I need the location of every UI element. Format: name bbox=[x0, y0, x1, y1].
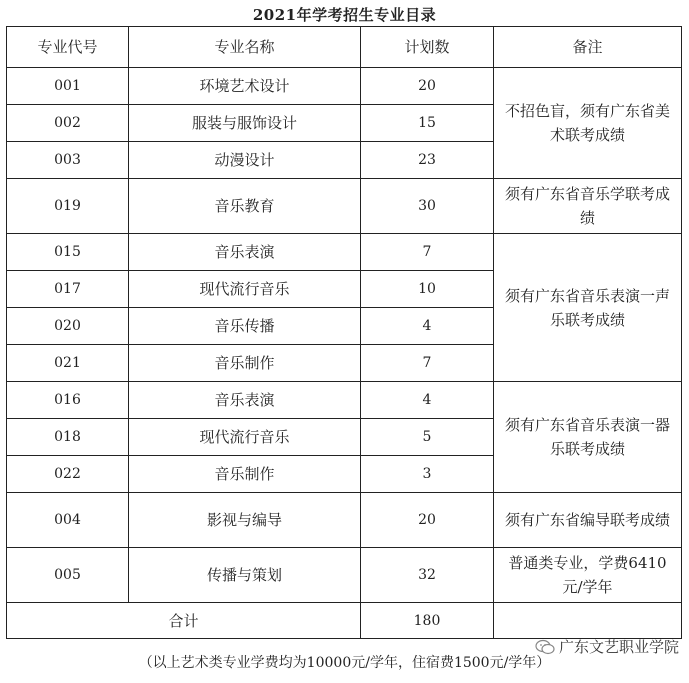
header-plan: 计划数 bbox=[361, 27, 494, 68]
cell-plan: 23 bbox=[361, 142, 494, 179]
cell-code: 019 bbox=[7, 179, 129, 234]
cell-code: 002 bbox=[7, 105, 129, 142]
cell-plan: 30 bbox=[361, 179, 494, 234]
cell-code: 017 bbox=[7, 271, 129, 308]
cell-note-vocal: 须有广东省音乐表演一声乐联考成绩 bbox=[494, 234, 682, 382]
cell-code: 005 bbox=[7, 548, 129, 603]
header-name: 专业名称 bbox=[129, 27, 361, 68]
cell-code: 022 bbox=[7, 456, 129, 493]
cell-note-directing: 须有广东省编导联考成绩 bbox=[494, 493, 682, 548]
cell-plan: 20 bbox=[361, 68, 494, 105]
cell-plan: 7 bbox=[361, 345, 494, 382]
cell-note-music-edu: 须有广东省音乐学联考成绩 bbox=[494, 179, 682, 234]
cell-code: 021 bbox=[7, 345, 129, 382]
cell-name: 音乐制作 bbox=[129, 345, 361, 382]
header-notes: 备注 bbox=[494, 27, 682, 68]
cell-name: 现代流行音乐 bbox=[129, 271, 361, 308]
cell-name: 音乐传播 bbox=[129, 308, 361, 345]
table-row bbox=[7, 234, 682, 271]
cell-code: 003 bbox=[7, 142, 129, 179]
cell-name: 音乐制作 bbox=[129, 456, 361, 493]
cell-code: 020 bbox=[7, 308, 129, 345]
cell-plan: 10 bbox=[361, 271, 494, 308]
cell-note-art: 不招色盲，须有广东省美术联考成绩 bbox=[494, 68, 682, 179]
cell-name: 现代流行音乐 bbox=[129, 419, 361, 456]
cell-name: 环境艺术设计 bbox=[129, 68, 361, 105]
table-total-row bbox=[7, 603, 682, 639]
cell-plan: 20 bbox=[361, 493, 494, 548]
cell-code: 004 bbox=[7, 493, 129, 548]
table-title: 2021年学考招生专业目录 bbox=[252, 6, 437, 24]
table-row bbox=[7, 68, 682, 105]
watermark-text: 广东文艺职业学院 bbox=[558, 638, 679, 656]
cell-code: 018 bbox=[7, 419, 129, 456]
table-row bbox=[7, 179, 682, 234]
cell-code: 001 bbox=[7, 68, 129, 105]
cell-name: 影视与编导 bbox=[129, 493, 361, 548]
total-label: 合计 bbox=[7, 603, 361, 639]
cell-name: 音乐表演 bbox=[129, 234, 361, 271]
table-row bbox=[7, 548, 682, 603]
cell-note-instrument: 须有广东省音乐表演一器乐联考成绩 bbox=[494, 382, 682, 493]
footnote: （以上艺术类专业学费均为10000元/学年，住宿费1500元/学年） bbox=[138, 655, 551, 671]
total-value: 180 bbox=[361, 603, 494, 639]
cell-plan: 4 bbox=[361, 308, 494, 345]
cell-name: 传播与策划 bbox=[129, 548, 361, 603]
cell-name: 服装与服饰设计 bbox=[129, 105, 361, 142]
cell-name: 音乐教育 bbox=[129, 179, 361, 234]
cell-note-general: 普通类专业，学费6410元/学年 bbox=[494, 548, 682, 603]
table-row bbox=[7, 493, 682, 548]
cell-name: 音乐表演 bbox=[129, 382, 361, 419]
cell-plan: 7 bbox=[361, 234, 494, 271]
cell-name: 动漫设计 bbox=[129, 142, 361, 179]
enrollment-table bbox=[6, 26, 682, 639]
table-header-row bbox=[7, 27, 682, 68]
cell-plan: 3 bbox=[361, 456, 494, 493]
header-code: 专业代号 bbox=[7, 27, 129, 68]
cell-plan: 5 bbox=[361, 419, 494, 456]
cell-code: 015 bbox=[7, 234, 129, 271]
cell-plan: 32 bbox=[361, 548, 494, 603]
cell-plan: 15 bbox=[361, 105, 494, 142]
cell-code: 016 bbox=[7, 382, 129, 419]
cell-plan: 4 bbox=[361, 382, 494, 419]
table-row bbox=[7, 382, 682, 419]
total-empty-cell bbox=[494, 603, 682, 639]
